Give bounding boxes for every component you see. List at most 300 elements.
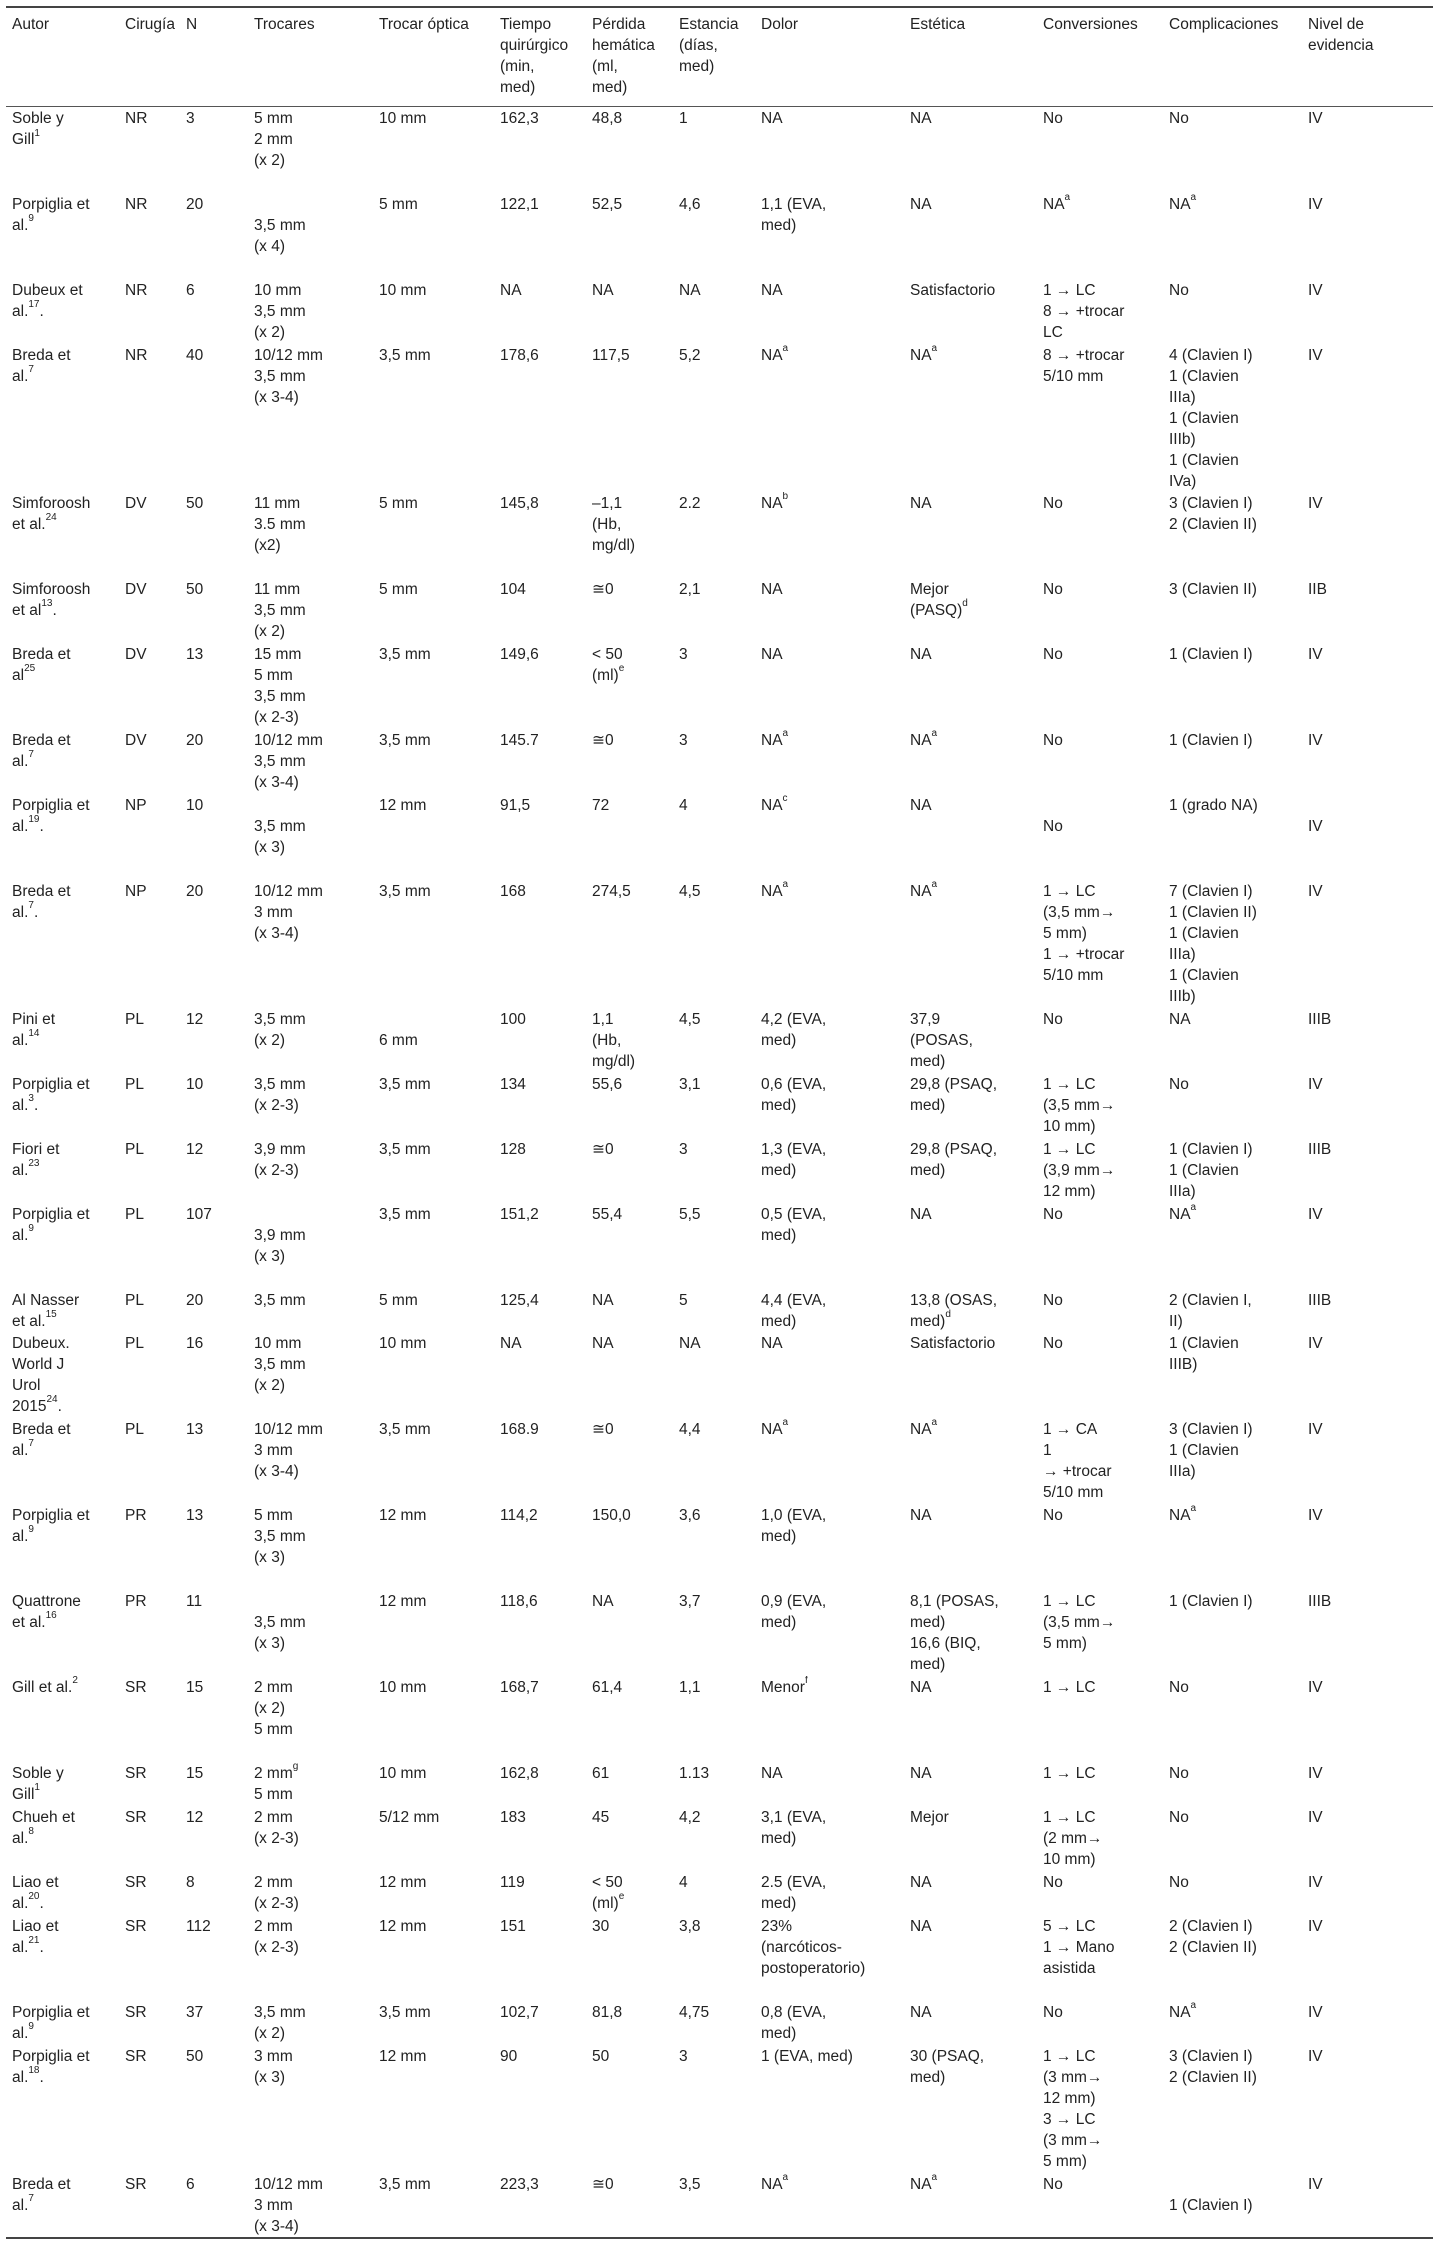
- cell-line: al.$^8$: [12, 1826, 34, 1847]
- cell-dolor: [755, 1203, 904, 1289]
- cell-line: med): [761, 2024, 797, 2042]
- cell-line: (x 4): [254, 237, 285, 255]
- cell-line: NA: [910, 195, 932, 213]
- cell-line: (x 3-4): [254, 773, 299, 791]
- cell-line: PL: [125, 1205, 144, 1223]
- cell-line: 5 mm: [254, 1785, 293, 1803]
- cell-line: 1 (Clavien I): [1169, 731, 1253, 749]
- cell-line: $al^{25}$: [12, 663, 36, 684]
- cell-estancia: [673, 279, 755, 344]
- cell-conversiones: [1037, 794, 1163, 880]
- cell-line: $NA^a$: [910, 728, 938, 749]
- cell-tiempo: [494, 1008, 586, 1073]
- table-row: [6, 1762, 1433, 1806]
- cell-line: 2.5 (EVA,: [761, 1873, 827, 1891]
- column-header-line: med): [679, 58, 715, 75]
- cell-trocares: [248, 1332, 373, 1418]
- cell-line: DV: [125, 645, 147, 663]
- cell-cirugia: [119, 1915, 180, 2001]
- cell-line: 8 → +trocar: [1043, 346, 1125, 364]
- cell-line: Liao et: [12, 1873, 59, 1891]
- cell-complicaciones: [1163, 1289, 1302, 1332]
- cell-line: 20: [186, 1291, 204, 1309]
- cell-line: 12 mm: [379, 796, 427, 814]
- cell-line: 1 (Clavien: [1169, 1161, 1239, 1179]
- cell-tiempo: [494, 1590, 586, 1676]
- cell-trocar-optica: [373, 344, 494, 492]
- cell-line: et $al^{13}$.: [12, 598, 57, 619]
- cell-line: 10 mm: [254, 281, 302, 299]
- cell-trocares: [248, 1008, 373, 1073]
- cell-autor: [6, 1915, 119, 2001]
- cell-line: SR: [125, 2003, 147, 2021]
- cell-line: 12 mm: [379, 1506, 427, 1524]
- footnote-marker: c: [782, 793, 788, 805]
- cell-perdida: [586, 107, 673, 193]
- cell-line: 1: [1043, 1441, 1052, 1459]
- cell-line: 3,5 mm: [254, 1355, 306, 1373]
- cell-trocar-optica: [373, 279, 494, 344]
- cell-line: (ml)$^e$: [592, 1891, 625, 1912]
- footnote-marker: 15: [45, 1309, 57, 1321]
- cell-line: 4,75: [679, 2003, 710, 2021]
- cell-line: 90: [500, 2047, 518, 2065]
- cell-estetica: [904, 1332, 1037, 1418]
- cell-conversiones: [1037, 1915, 1163, 2001]
- cell-line: NP: [125, 796, 147, 814]
- cell-line: (x 3): [254, 2068, 285, 2086]
- cell-trocares: [248, 1871, 373, 1915]
- footnote-marker: e: [618, 1891, 625, 1903]
- column-header: [586, 7, 673, 107]
- cell-line: Porpiglia et: [12, 2047, 90, 2065]
- cell-line: Breda et: [12, 2175, 71, 2193]
- cell-line: 5 mm: [254, 110, 293, 127]
- cell-line: 1 (Clavien: [1169, 451, 1239, 469]
- cell-tiempo: [494, 107, 586, 193]
- cell-line: Dubeux.: [12, 1334, 70, 1352]
- cell-tiempo: [494, 794, 586, 880]
- cell-line: 1 → LC: [1043, 882, 1096, 900]
- cell-line: 3,5 mm: [254, 1527, 306, 1545]
- cell-cirugia: [119, 344, 180, 492]
- cell-line: [254, 1204, 369, 1225]
- cell-line: 149,6: [500, 645, 539, 663]
- cell-trocares: [248, 794, 373, 880]
- cell-line: (x2): [254, 536, 281, 554]
- cell-line: 10/12 mm: [254, 731, 323, 749]
- cell-line: NA: [761, 645, 783, 663]
- cell-trocares: [248, 1418, 373, 1504]
- table-row: [6, 1138, 1433, 1203]
- cell-line: 1 (Clavien I): [1169, 1140, 1253, 1158]
- cell-line: IIIB: [1308, 1291, 1332, 1309]
- footnote-marker: a: [931, 728, 938, 740]
- cell-line: 3,5 mm: [379, 2003, 431, 2021]
- cell-line: med)$^d$: [910, 1309, 951, 1330]
- cell-tiempo: [494, 1871, 586, 1915]
- cell-estetica: [904, 880, 1037, 1008]
- cell-conversiones: [1037, 1289, 1163, 1332]
- cell-trocar-optica: [373, 1073, 494, 1138]
- footnote-marker: a: [782, 343, 789, 355]
- cell-line: 118,6: [500, 1592, 538, 1610]
- cell-dolor: [755, 880, 904, 1008]
- cell-perdida: [586, 2001, 673, 2045]
- footnote-marker: 25: [24, 663, 36, 675]
- cell-trocares: [248, 643, 373, 729]
- cell-line: 3,5 mm: [379, 731, 431, 749]
- cell-line: 1 → LC: [1043, 1678, 1096, 1696]
- cell-line: (x 2): [254, 1376, 285, 1394]
- cell-estancia: [673, 1871, 755, 1915]
- cell-perdida: [586, 193, 673, 279]
- cell-line: 3,9 mm: [254, 1140, 306, 1158]
- cell-line: Mejor: [910, 580, 949, 598]
- cell-autor: [6, 193, 119, 279]
- cell-line: et al.$^{24}$: [12, 512, 57, 533]
- cell-line: 4 (Clavien I): [1169, 346, 1253, 364]
- cell-line: al.$^7$: [12, 1438, 34, 1459]
- cell-line: 6: [186, 281, 195, 299]
- cell-dolor: [755, 1871, 904, 1915]
- cell-line: $NA^a$: [761, 1417, 789, 1438]
- cell-line: 91,5: [500, 796, 531, 814]
- cell-trocares: [248, 1073, 373, 1138]
- cell-line: 2 mm: [254, 1873, 293, 1891]
- footnote-marker: 9: [28, 2021, 34, 2033]
- cell-estancia: [673, 2173, 755, 2238]
- cell-line: IIIB: [1308, 1592, 1332, 1610]
- cell-line: NA: [910, 1205, 932, 1223]
- cell-line: 107: [186, 1205, 212, 1223]
- cell-line: 3,5 mm: [254, 601, 306, 619]
- footnote-marker: a: [782, 728, 789, 740]
- cell-line: 117,5: [592, 346, 630, 364]
- cell-autor: [6, 1203, 119, 1289]
- column-header-line: hemática: [592, 37, 655, 54]
- footnote-marker: a: [1190, 1503, 1197, 1515]
- cell-dolor: [755, 1806, 904, 1871]
- cell-line: 145,8: [500, 494, 539, 512]
- cell-line: IIIB: [1308, 1140, 1332, 1158]
- cell-trocar-optica: [373, 1138, 494, 1203]
- cell-line: → +trocar: [1043, 1462, 1112, 1480]
- cell-line: 30 (PSAQ,: [910, 2047, 985, 2065]
- cell-line: 8,1 (POSAS,: [910, 1592, 999, 1610]
- cell-line: 50: [186, 2047, 204, 2065]
- cell-nivel: [1302, 1073, 1433, 1138]
- cell-line: NA: [592, 1291, 614, 1309]
- column-header: [6, 7, 119, 107]
- cell-cirugia: [119, 578, 180, 643]
- cell-line: 1 → LC: [1043, 1764, 1096, 1782]
- cell-cirugia: [119, 794, 180, 880]
- table-row: [6, 1590, 1433, 1676]
- cell-line: $NA^a$: [761, 879, 789, 900]
- cell-estancia: [673, 1676, 755, 1762]
- cell-line: med): [761, 1829, 797, 1847]
- cell-dolor: [755, 279, 904, 344]
- cell-line: 16: [186, 1334, 204, 1352]
- cell-line: Dubeux et: [12, 281, 83, 299]
- cell-nivel: [1302, 1504, 1433, 1590]
- cell-tiempo: [494, 578, 586, 643]
- cell-line: 2 mm: [254, 1917, 293, 1935]
- footnote-marker: 7: [28, 364, 34, 376]
- cell-perdida: [586, 1289, 673, 1332]
- column-header-line: Complicaciones: [1169, 16, 1279, 33]
- footnote-marker: 17: [28, 299, 40, 311]
- cell-complicaciones: [1163, 643, 1302, 729]
- cell-nivel: [1302, 1590, 1433, 1676]
- cell-estetica: [904, 2173, 1037, 2238]
- column-header-line: (días,: [679, 37, 718, 54]
- cell-line: (ml)$^e$: [592, 663, 625, 684]
- cell-line: 10 mm: [379, 110, 427, 127]
- cell-perdida: [586, 1008, 673, 1073]
- cell-dolor: [755, 1332, 904, 1418]
- footnote-marker: 1: [34, 127, 40, 139]
- cell-line: IV: [1308, 1678, 1323, 1696]
- cell-line: (3 mm→: [1043, 2131, 1103, 2149]
- cell-line: 20: [186, 882, 204, 900]
- cell-cirugia: [119, 2045, 180, 2173]
- cell-perdida: [586, 344, 673, 492]
- cell-trocares: [248, 193, 373, 279]
- cell-line: et al.$^{15}$: [12, 1309, 57, 1330]
- cell-estancia: [673, 193, 755, 279]
- cell-line: NA: [910, 2003, 932, 2021]
- cell-line: 10 mm: [379, 1334, 427, 1352]
- cell-trocar-optica: [373, 2173, 494, 2238]
- cell-trocar-optica: [373, 1676, 494, 1762]
- cell-line: SR: [125, 1678, 147, 1696]
- cell-nivel: [1302, 1138, 1433, 1203]
- cell-tiempo: [494, 643, 586, 729]
- cell-line: 3: [679, 645, 688, 663]
- cell-line: (x 3-4): [254, 924, 299, 942]
- cell-line: 16,6 (BIQ,: [910, 1634, 981, 1652]
- cell-line: asistida: [1043, 1959, 1096, 1977]
- cell-dolor: [755, 1418, 904, 1504]
- cell-line: IV: [1308, 2175, 1323, 2193]
- table-row: [6, 794, 1433, 880]
- cell-n: [180, 2045, 248, 2173]
- cell-estetica: [904, 1915, 1037, 2001]
- cell-line: NA: [679, 1334, 701, 1352]
- cell-line: < 50: [592, 1873, 623, 1891]
- cell-line: NA: [679, 281, 701, 299]
- cell-estancia: [673, 1138, 755, 1203]
- cell-line: 13,8 (OSAS,: [910, 1291, 998, 1309]
- cell-line: (PASQ)$^d$: [910, 598, 968, 619]
- cell-complicaciones: [1163, 1504, 1302, 1590]
- cell-line: (Hb,: [592, 1031, 622, 1049]
- cell-nivel: [1302, 1332, 1433, 1418]
- cell-line: al.$^9$: [12, 2021, 34, 2042]
- cell-trocares: [248, 1590, 373, 1676]
- cell-line: Urol: [12, 1376, 41, 1394]
- footnote-marker: d: [945, 1309, 951, 1321]
- cell-trocar-optica: [373, 1504, 494, 1590]
- cell-trocares: [248, 2173, 373, 2238]
- cell-line: Porpiglia et: [12, 796, 90, 814]
- cell-line: (x 3): [254, 1247, 285, 1265]
- cell-dolor: [755, 107, 904, 193]
- cell-line: 3: [679, 1140, 688, 1158]
- cell-line: med): [910, 2068, 946, 2086]
- cell-trocares: [248, 578, 373, 643]
- cell-line: ≅0: [592, 2175, 614, 2193]
- cell-line: 112: [186, 1917, 211, 1935]
- cell-line: NP: [125, 882, 147, 900]
- cell-line: 50: [186, 580, 204, 598]
- cell-line: IV: [1308, 1420, 1323, 1438]
- cell-line: 3,5: [679, 2175, 701, 2193]
- cell-conversiones: [1037, 1762, 1163, 1806]
- footnote-marker: 7: [28, 2193, 34, 2205]
- cell-line: Liao et: [12, 1917, 59, 1935]
- cell-line: 4,5: [679, 882, 701, 900]
- cell-trocar-optica: [373, 1590, 494, 1676]
- cell-line: NA: [910, 1873, 932, 1891]
- table-row: [6, 2045, 1433, 2173]
- cell-line: 3 (Clavien I): [1169, 1420, 1253, 1438]
- cell-estetica: [904, 344, 1037, 492]
- cell-trocares: [248, 1676, 373, 1762]
- cell-line: 3,5 mm: [254, 752, 306, 770]
- cell-line: 1,3 (EVA,: [761, 1140, 827, 1158]
- cell-trocar-optica: [373, 1806, 494, 1871]
- cell-line: SR: [125, 1808, 147, 1826]
- cell-line: Fiori et: [12, 1140, 60, 1158]
- cell-autor: [6, 1138, 119, 1203]
- cell-autor: [6, 1504, 119, 1590]
- cell-autor: [6, 1762, 119, 1806]
- cell-trocar-optica: [373, 578, 494, 643]
- cell-line: (3,5 mm→: [1043, 1613, 1116, 1631]
- cell-line: 23%: [761, 1917, 793, 1935]
- cell-line: [254, 1591, 369, 1612]
- cell-cirugia: [119, 1008, 180, 1073]
- cell-trocares: [248, 279, 373, 344]
- cell-line: med): [761, 1226, 797, 1244]
- footnote-marker: 24: [45, 512, 57, 524]
- cell-cirugia: [119, 1762, 180, 1806]
- cell-trocares: [248, 729, 373, 794]
- cell-line: PR: [125, 1592, 147, 1610]
- cell-line: 5/10 mm: [1043, 966, 1104, 984]
- cell-line: (x 2-3): [254, 1894, 299, 1912]
- cell-line: No: [1043, 2175, 1063, 2193]
- cell-line: DV: [125, 731, 147, 749]
- table-header: [6, 7, 1433, 107]
- cell-line: 10 mm: [379, 1764, 427, 1782]
- cell-line: IV: [1308, 2003, 1323, 2021]
- cell-line: 3 (Clavien I): [1169, 494, 1253, 512]
- cell-perdida: [586, 1590, 673, 1676]
- cell-line: 3,5 mm: [379, 882, 431, 900]
- cell-autor: [6, 279, 119, 344]
- cell-conversiones: [1037, 1073, 1163, 1138]
- cell-line: NA: [761, 580, 783, 598]
- cell-line: No: [1169, 1075, 1189, 1093]
- cell-line: [254, 194, 369, 215]
- cell-line: 0,5 (EVA,: [761, 1205, 827, 1223]
- cell-line: al.$^7$: [12, 2193, 34, 2214]
- cell-line: 5: [679, 1291, 688, 1309]
- cell-estetica: [904, 1418, 1037, 1504]
- cell-line: 1.13: [679, 1764, 710, 1782]
- table-row: [6, 492, 1433, 578]
- cell-line: (POSAS,: [910, 1031, 973, 1049]
- column-header: [755, 7, 904, 107]
- cell-line: postoperatorio): [761, 1959, 866, 1977]
- cell-complicaciones: [1163, 1073, 1302, 1138]
- footnote-marker: 7: [28, 900, 34, 912]
- cell-n: [180, 1008, 248, 1073]
- cell-line: $NA^a$: [910, 343, 938, 364]
- cell-line: med): [761, 1161, 797, 1179]
- table-row: [6, 1806, 1433, 1871]
- cell-line: IIIa): [1169, 1462, 1196, 1480]
- cell-line: Porpiglia et: [12, 1205, 90, 1223]
- cell-line: 1 (Clavien: [1169, 409, 1239, 427]
- column-header-line: Trocar óptica: [379, 16, 469, 33]
- cell-line: $NA^b$: [761, 491, 789, 512]
- cell-line: 3,5 mm: [254, 1613, 306, 1631]
- cell-line: 1 → LC: [1043, 2047, 1096, 2065]
- comparison-table: [6, 6, 1433, 2239]
- cell-estancia: [673, 1289, 755, 1332]
- cell-line: 61: [592, 1764, 610, 1782]
- cell-line: (x 2): [254, 1031, 285, 1049]
- cell-dolor: [755, 1504, 904, 1590]
- cell-tiempo: [494, 1806, 586, 1871]
- cell-autor: [6, 1289, 119, 1332]
- cell-conversiones: [1037, 1203, 1163, 1289]
- cell-line: 3 → LC: [1043, 2110, 1096, 2128]
- cell-line: No: [1169, 1678, 1189, 1696]
- cell-line: NA: [592, 281, 614, 299]
- cell-trocares: [248, 880, 373, 1008]
- cell-conversiones: [1037, 578, 1163, 643]
- cell-autor: [6, 2045, 119, 2173]
- cell-line: 1 (Clavien: [1169, 1334, 1239, 1352]
- cell-line: IV: [1308, 195, 1323, 213]
- footnote-marker: a: [931, 879, 938, 891]
- cell-line: 5 mm: [379, 1291, 418, 1309]
- cell-line: NA: [910, 1917, 932, 1935]
- cell-conversiones: [1037, 880, 1163, 1008]
- cell-n: [180, 193, 248, 279]
- cell-estancia: [673, 1008, 755, 1073]
- cell-line: IIIa): [1169, 1182, 1196, 1200]
- cell-line: 37,9: [910, 1010, 941, 1028]
- cell-conversiones: [1037, 2045, 1163, 2173]
- table-row: [6, 2173, 1433, 2238]
- cell-conversiones: [1037, 1332, 1163, 1418]
- cell-cirugia: [119, 880, 180, 1008]
- cell-line: Pini et: [12, 1010, 56, 1028]
- cell-line: Porpiglia et: [12, 1506, 90, 1524]
- cell-line: < 50: [592, 645, 623, 663]
- cell-perdida: [586, 1676, 673, 1762]
- cell-trocar-optica: [373, 2001, 494, 2045]
- cell-trocar-optica: [373, 1203, 494, 1289]
- cell-line: (3,9 mm→: [1043, 1161, 1116, 1179]
